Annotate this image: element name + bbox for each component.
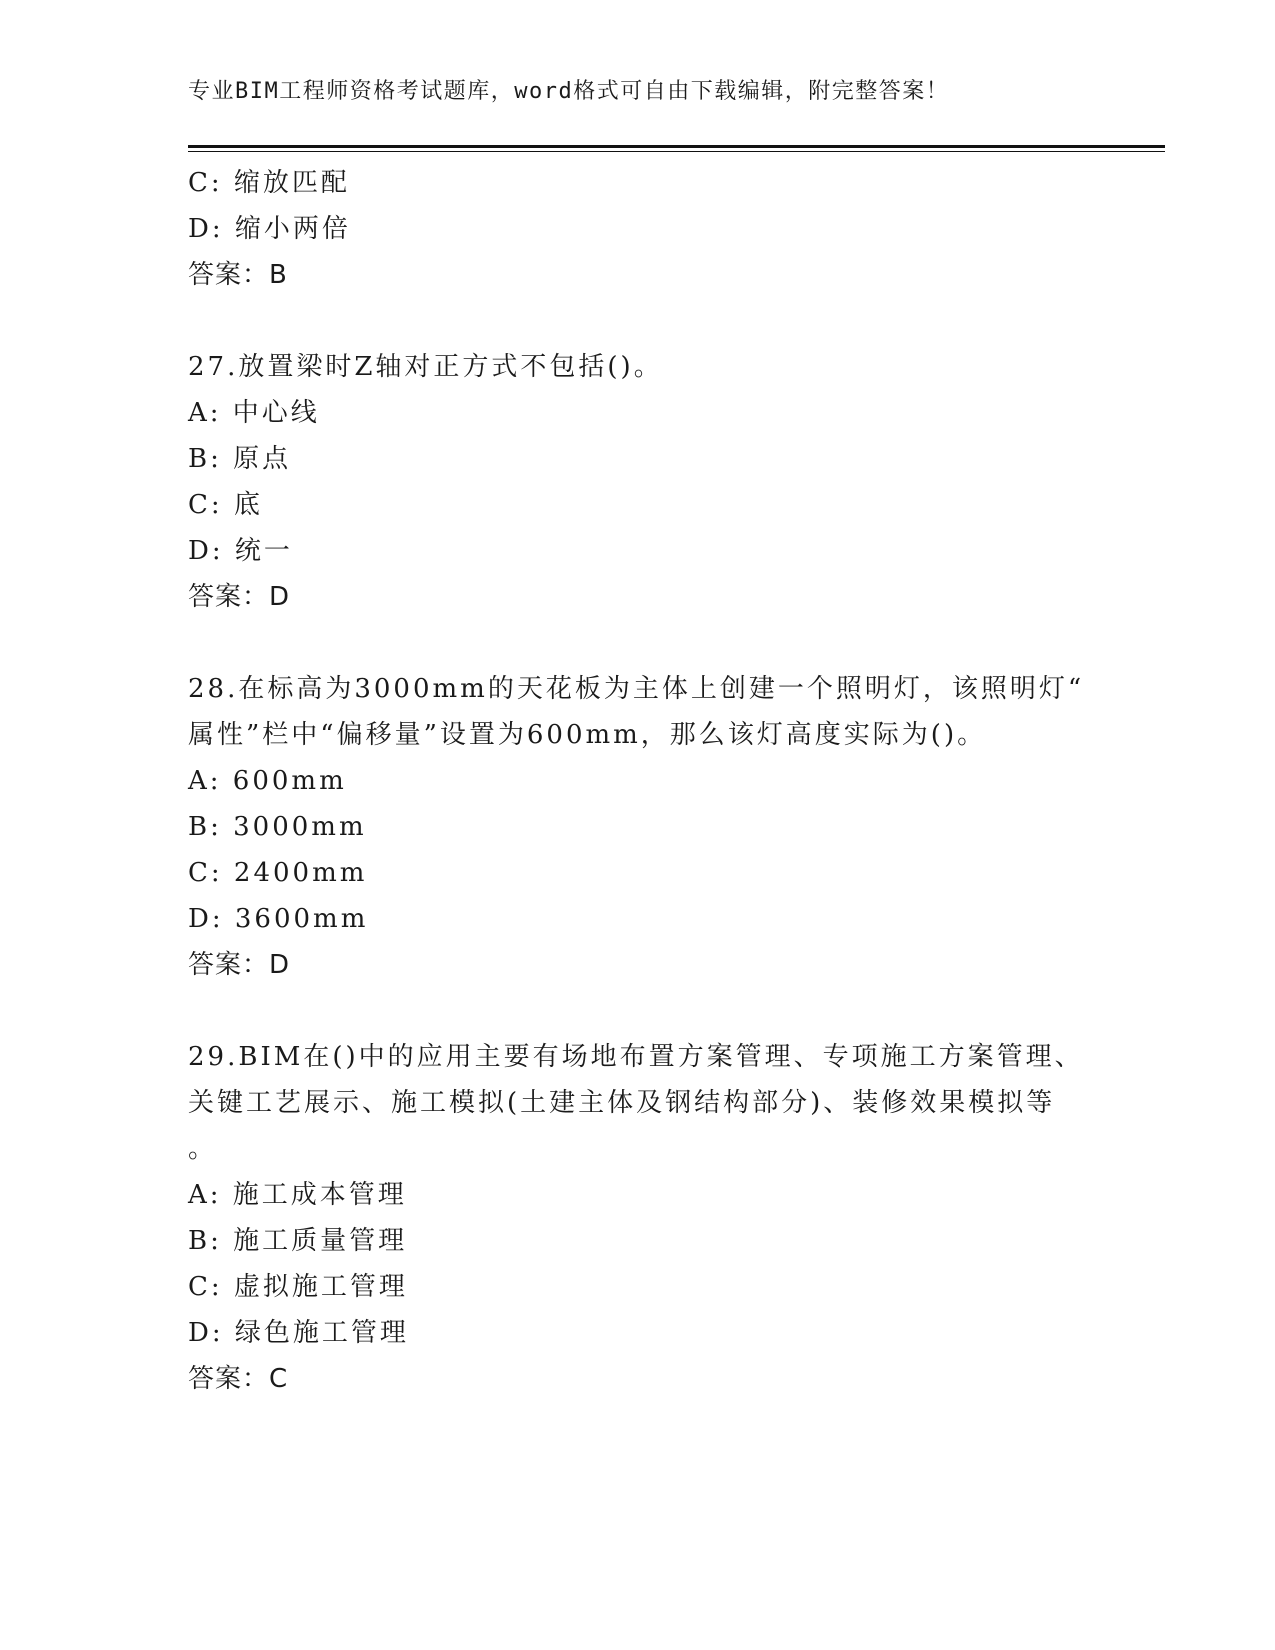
question-stem-line: 28.在标高为3000mm的天花板为主体上创建一个照明灯，该照明灯“	[188, 674, 1085, 704]
question-stem-line: 属性”栏中“偏移量”设置为600mm，那么该灯高度实际为()。	[188, 720, 987, 750]
question-stem-line: 。	[188, 1134, 215, 1164]
question-28	[188, 666, 1088, 988]
answer: 答案：D	[188, 950, 291, 980]
answer: 答案：B	[188, 260, 288, 290]
answer: 答案：D	[188, 582, 291, 612]
document-body	[188, 160, 1088, 1402]
answer: 答案：C	[188, 1364, 289, 1394]
option-a: A: 施工成本管理	[188, 1180, 407, 1210]
option-c: C: 虚拟施工管理	[188, 1272, 408, 1302]
option-b: B: 原点	[188, 444, 292, 474]
option-c: C: 底	[188, 490, 263, 520]
option-d: D: 统一	[188, 536, 293, 566]
option-d: D: 3600mm	[188, 904, 369, 934]
question-stem-line: 关键工艺展示、施工模拟(土建主体及钢结构部分)、装修效果模拟等	[188, 1088, 1056, 1118]
option-b: B: 3000mm	[188, 812, 367, 842]
previous-question-tail	[188, 160, 1088, 298]
option-d: D: 绿色施工管理	[188, 1318, 409, 1348]
option-a: A: 600mm	[188, 766, 347, 796]
header-rule-thick	[188, 145, 1165, 148]
page-header: 专业BIM工程师资格考试题库，word格式可自由下载编辑，附完整答案！	[188, 79, 950, 104]
question-27	[188, 344, 1088, 620]
question-29	[188, 1034, 1088, 1402]
option-d: D: 缩小两倍	[188, 214, 351, 244]
question-stem-line: 29.BIM在()中的应用主要有场地布置方案管理、专项施工方案管理、	[188, 1042, 1084, 1072]
question-stem: 27.放置梁时Z轴对正方式不包括()。	[188, 352, 663, 382]
option-c: C: 2400mm	[188, 858, 368, 888]
option-b: B: 施工质量管理	[188, 1226, 408, 1256]
option-c: C: 缩放匹配	[188, 168, 350, 198]
option-a: A: 中心线	[188, 398, 320, 428]
header-rule-thin	[188, 151, 1165, 152]
